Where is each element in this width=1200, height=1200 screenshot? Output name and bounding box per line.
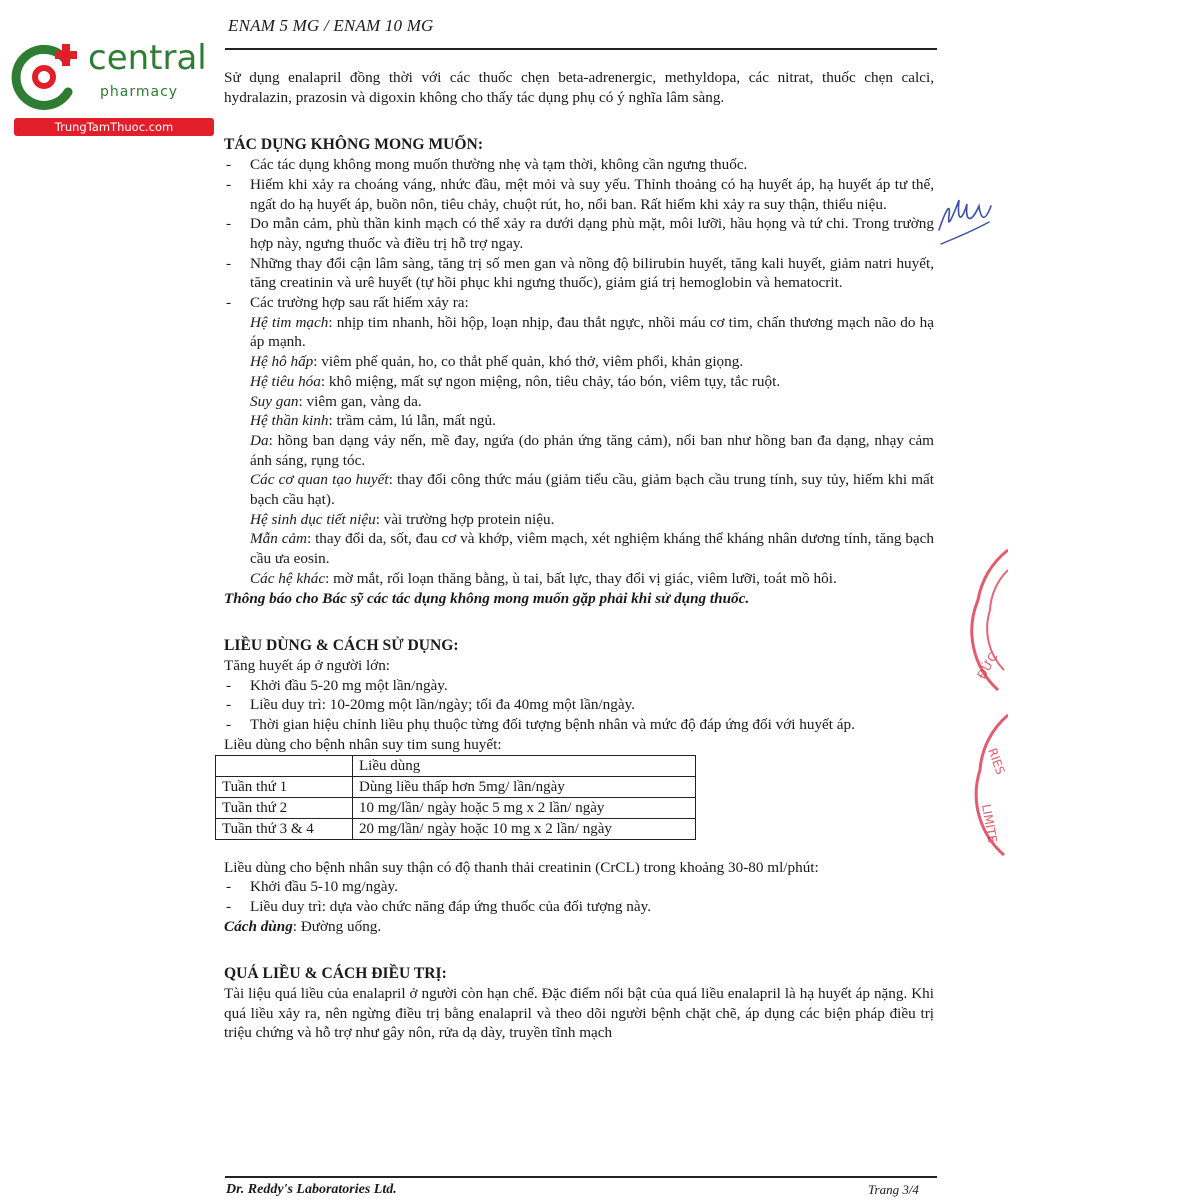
list-item: - Khởi đầu 5-20 mg một lần/ngày. [226,676,448,694]
dosage-heading: LIỀU DÙNG & CÁCH SỬ DỤNG: [224,637,459,655]
signature-mark [935,186,995,256]
central-pharmacy-logo [8,36,213,136]
document-header-title: ENAM 5 MG / ENAM 10 MG [228,16,434,35]
overdose-paragraph: Tài liệu quá liều của enalapril ở người còn hạn chế. Đặc điểm nổi bật của quá liều enalapril là hạ huyết áp nặng. Khi quá liều xảy ra, nên ngừng điều trị bằng enalapril và theo dõi người bệnh chặt chẽ, áp dụng các biện pháp điều trị triệu chứng và hỗ trợ như gây nôn, rửa dạ dày, truyền tĩnh mạch [224,985,934,1042]
heart-failure-intro: Liều dùng cho bệnh nhân suy tim sung huyết: [224,735,502,753]
table-row [216,797,696,818]
logo-brand-text: central [88,38,207,78]
system-entry: Hệ tiêu hóa: khô miệng, mất sự ngon miệng, nôn, tiêu chảy, táo bón, viêm tụy, tắc ruột. [250,372,781,390]
hypertension-intro: Tăng huyết áp ở người lớn: [224,656,391,674]
system-entry: Hệ sinh dục tiết niệu: vài trường hợp protein niệu. [250,510,555,528]
pharmacy-cross-icon [10,40,84,114]
stamp-text: LIMITE [979,803,1000,844]
list-item: - Các trường hợp sau rất hiếm xảy ra: [226,294,469,312]
table-header-row [216,755,696,776]
table-cell: Liều dùng [353,755,696,776]
system-entry: Các hệ khác: mờ mắt, rối loạn thăng bằng, ù tai, bất lực, thay đổi vị giác, viêm lưỡi, toát mồ hôi. [250,569,837,587]
footer-company: Dr. Reddy's Laboratories Ltd. [226,1182,397,1197]
header-divider [225,48,937,50]
company-stamp [968,540,1008,860]
table-cell: Dùng liều thấp hơn 5mg/ lần/ngày [353,776,696,797]
list-item: - Những thay đổi cận lâm sàng, tăng trị số men gan và nồng độ bilirubin huyết, tăng kali huyết, giảm natri huyết, tăng creatinin và urê huyết (tự hồi phục khi ngưng thuốc), giảm giá trị hemoglobin và hematocrit. [226,254,934,292]
table-cell: Tuần thứ 3 & 4 [216,818,353,839]
adverse-effects-heading: TÁC DỤNG KHÔNG MONG MUỐN: [224,136,484,154]
logo-website: TrungTamThuoc.com [14,118,214,136]
table-cell: Tuần thứ 2 [216,797,353,818]
overdose-heading: QUÁ LIỀU & CÁCH ĐIỀU TRỊ: [224,965,447,983]
list-item: - Liều duy trì: dựa vào chức năng đáp ứng thuốc của đối tượng này. [226,897,651,915]
system-entry: Suy gan: viêm gan, vàng da. [250,392,422,410]
table-cell: 10 mg/lần/ ngày hoặc 5 mg x 2 lần/ ngày [353,797,696,818]
table-cell: Tuần thứ 1 [216,776,353,797]
list-item: - Hiếm khi xảy ra choáng váng, nhức đầu, mệt mỏi và suy yếu. Thỉnh thoảng có hạ huyết áp, hạ huyết áp tư thế, ngất do hạ huyết áp, buồn nôn, tiêu chảy, chuột rút, ho, nổi ban. Rất hiếm khi xảy ra suy thận, thiểu niệu. [226,175,934,213]
system-entry: Mẫn cảm: thay đổi da, sốt, đau cơ và khớp, viêm mạch, xét nghiệm kháng thể kháng nhân dương tính, tăng bạch cầu ưa eosin. [250,530,934,568]
system-entry: Hệ hô hấp: viêm phế quản, ho, co thắt phế quản, khó thở, viêm phổi, khản giọng. [250,353,744,371]
logo-subtitle: pharmacy [100,84,179,100]
table-cell [216,755,353,776]
table-cell: 20 mg/lần/ ngày hoặc 10 mg x 2 lần/ ngày [353,818,696,839]
list-item: - Các tác dụng không mong muốn thường nhẹ và tạm thời, không cần ngưng thuốc. [226,156,748,174]
document-body [224,68,934,1043]
dosage-table [215,755,696,840]
page-number: Trang 3/4 [868,1182,919,1197]
system-entry: Hệ thần kinh: trầm cảm, lú lẫn, mất ngủ. [250,412,496,430]
footer-divider [225,1176,937,1178]
table-row [216,776,696,797]
list-item: - Khởi đầu 5-10 mg/ngày. [226,878,398,896]
list-item: - Do mẫn cảm, phù thần kinh mạch có thể xảy ra dưới dạng phù mặt, môi lưỡi, hầu họng và tứ chi. Trong trường hợp này, ngưng thuốc và điều trị hỗ trợ ngay. [226,215,934,252]
system-entry: Da: hồng ban dạng vảy nến, mề đay, ngứa (do phản ứng tăng cảm), nổi ban như hồng ban đa dạng, nhạy cảm ánh sáng, rụng tóc. [250,431,934,469]
system-entry: Hệ tim mạch: nhịp tim nhanh, hồi hộp, loạn nhịp, đau thắt ngực, nhồi máu cơ tim, chấn thương mạch não do hạ áp mạnh. [250,313,935,351]
stamp-text: ĐỨC [974,650,1001,682]
table-row [216,818,696,839]
list-item: - Thời gian hiệu chỉnh liều phụ thuộc từng đối tượng bệnh nhân và mức độ đáp ứng đối với huyết áp. [226,716,855,734]
list-item: - Liều duy trì: 10-20mg một lần/ngày; tối đa 40mg một lần/ngày. [226,696,635,714]
renal-intro: Liều dùng cho bệnh nhân suy thận có độ thanh thải creatinin (CrCL) trong khoảng 30-80 ml/phút: [224,858,819,876]
usage-line: Cách dùng: Đường uống. [224,917,382,935]
adverse-notice: Thông báo cho Bác sỹ các tác dụng không mong muốn gặp phải khi sử dụng thuốc. [224,589,750,607]
system-entry: Các cơ quan tạo huyết: thay đổi công thức máu (giảm tiểu cầu, giảm bạch cầu trung tính, suy tủy, hiếm khi mất bạch cầu hạt). [250,471,934,509]
intro-paragraph: Sử dụng enalapril đồng thời với các thuốc chẹn beta-adrenergic, methyldopa, các nitrat, thuốc chẹn calci, hydralazin, prazosin và digoxin không cho thấy tác dụng phụ có ý nghĩa lâm sàng. [224,69,934,106]
stamp-text: RIES [985,746,1008,777]
